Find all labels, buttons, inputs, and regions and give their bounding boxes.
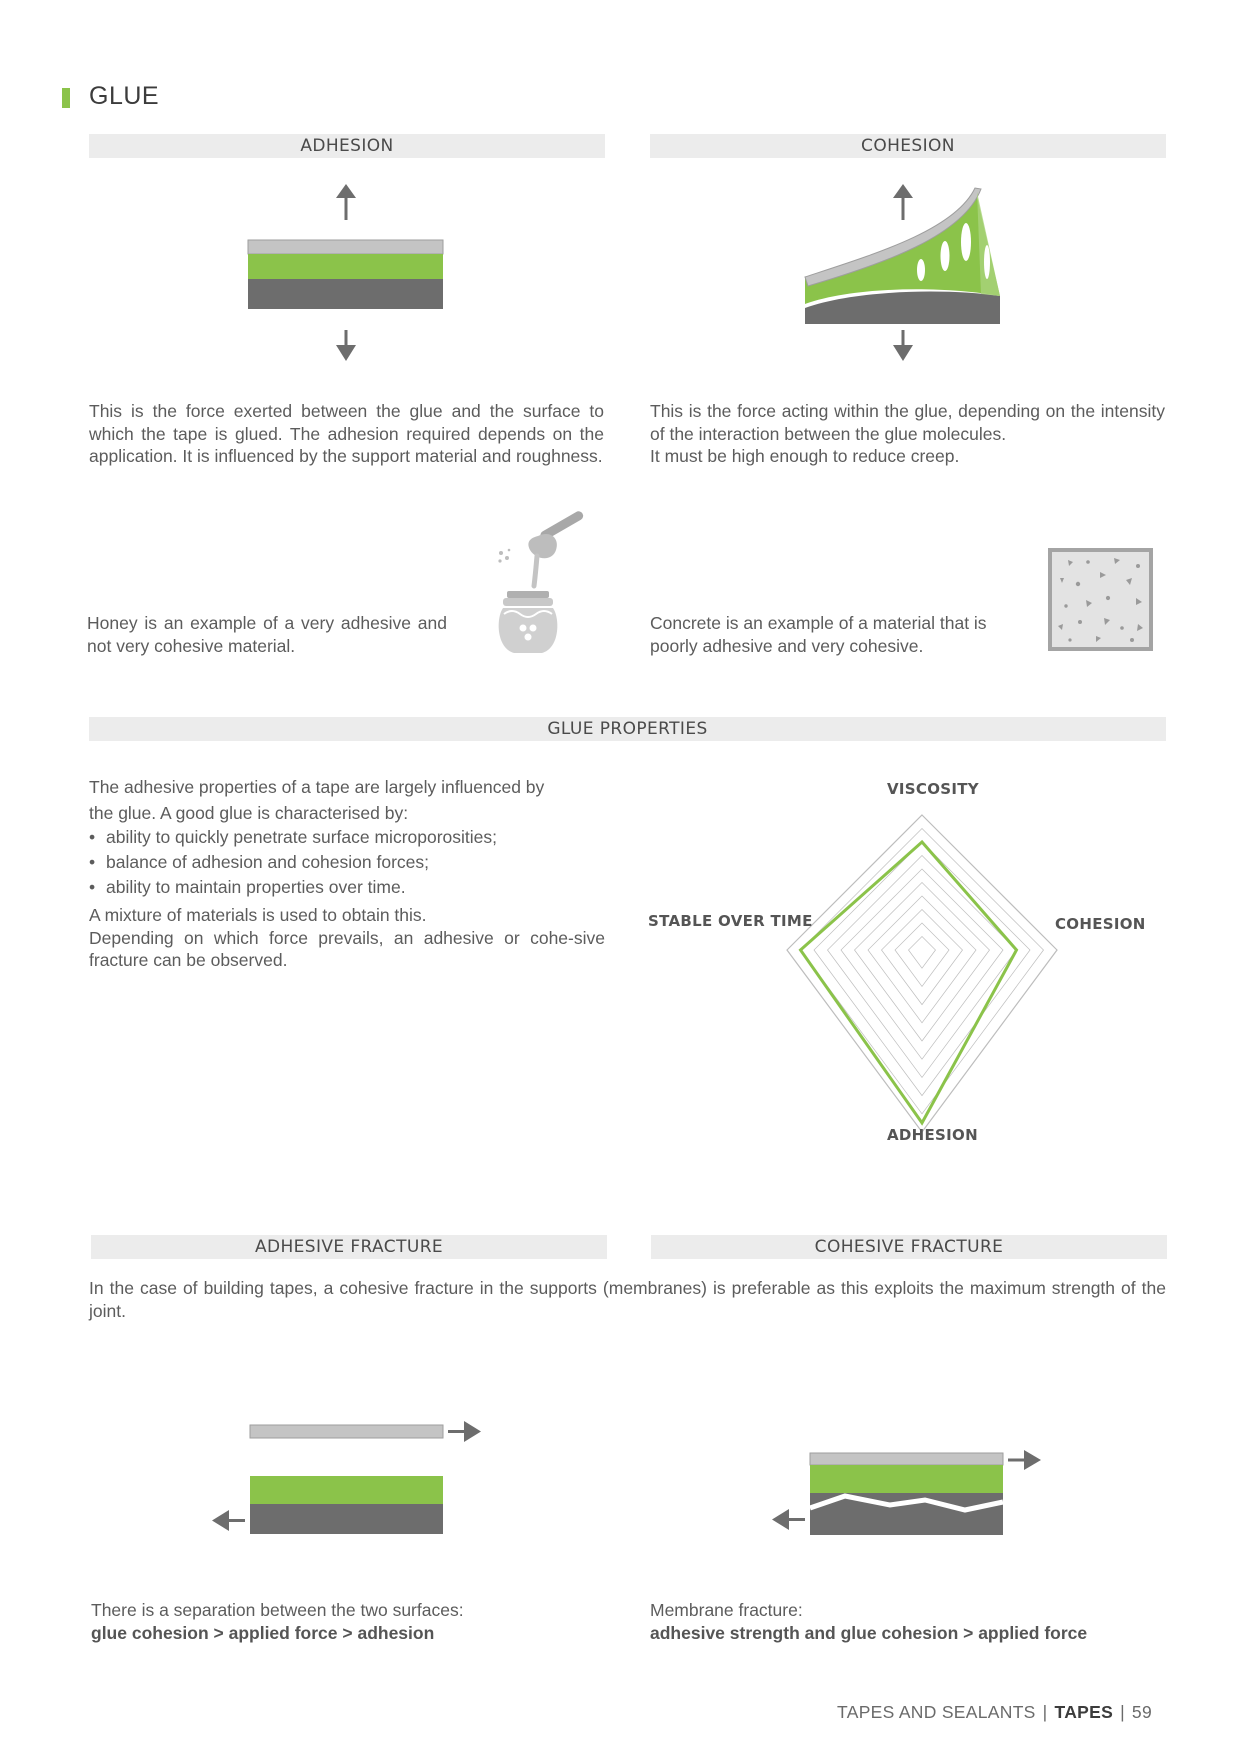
down-arrow-icon [336,330,356,361]
radar-grid-ring [895,923,949,986]
cohesive-fracture-heading: COHESIVE FRACTURE [651,1235,1167,1259]
radar-grid-ring [868,896,976,1023]
cohesive-fracture-caption [650,1599,1170,1644]
page-title: GLUE [89,82,160,110]
right-arrow-icon [448,1421,481,1442]
adhesive-fracture-caption [91,1599,611,1644]
radar-grid-ring [801,829,1044,1114]
adhesive-fracture-heading: ADHESIVE FRACTURE [91,1235,607,1259]
radar-grid [787,815,1057,1132]
radar-grid-ring [882,910,963,1005]
radar-grid-ring [814,842,1030,1096]
footer-chapter: TAPES [1054,1702,1114,1722]
down-arrow-icon [893,330,913,361]
list-item: • ability to maintain properties over time. [89,875,605,900]
glue-properties-text [89,773,605,972]
adhesion-description: This is the force exerted between the glue and the surface to which the tape is glued. The adhesion required depends on the application. It is influenced by the support material and roughness. [89,401,604,466]
properties-list [89,825,605,900]
honey-example: Honey is an example of a very adhesive and not very cohesive material. [87,613,447,656]
title-accent-bar [62,88,70,108]
outro-line-2: Depending on which force prevails, an adhesive or cohe-sive fracture can be observed. [89,927,605,970]
radar-grid-ring [855,883,990,1042]
radar-grid-ring [909,937,936,969]
fracture-intro: In the case of building tapes, a cohesive fracture in the supports (membranes) is preferable as this exploits the maximum strength of the joint. [89,1278,1166,1321]
right-arrow-icon [1008,1450,1041,1470]
adhesion-heading: ADHESION [89,134,605,158]
cohesive-caption-text: Membrane fracture: [650,1600,803,1620]
intro-line-1: The adhesive properties of a tape are largely influenced by [89,777,545,797]
up-arrow-icon [336,184,356,220]
adhesion-diagram [240,180,460,360]
axis-label-cohesion: COHESION [1055,915,1146,933]
radar-chart [640,770,1160,1150]
list-item: • ability to quickly penetrate surface microporosities; [89,825,605,850]
list-item: • balance of adhesion and cohesion forces; [89,850,605,875]
cohesion-description-line1: This is the force acting within the glue, depending on the intensity of the interaction between the glue molecules. [650,401,1165,444]
cohesion-description-line2: It must be high enough to reduce creep. [650,446,960,466]
axis-label-adhesion: ADHESION [887,1126,978,1144]
left-arrow-icon [772,1509,805,1530]
left-arrow-icon [212,1510,245,1531]
cohesion-description [650,400,1165,468]
cohesion-diagram [795,180,1015,360]
adhesive-caption-text: There is a separation between the two surfaces: [91,1600,464,1620]
footer-section: TAPES AND SEALANTS [837,1702,1036,1722]
cohesive-caption-bold: adhesive strength and glue cohesion > applied force [650,1622,1088,1643]
glue-properties-heading: GLUE PROPERTIES [89,717,1166,741]
adhesive-fracture-diagram [200,1415,500,1545]
page-footer: TAPES AND SEALANTS | TAPES | 59 [837,1702,1152,1722]
radar-grid-ring [787,815,1057,1132]
up-arrow-icon [893,184,913,220]
cohesive-fracture-diagram [765,1450,1055,1550]
axis-label-viscosity: VISCOSITY [887,780,979,798]
cohesion-heading: COHESION [650,134,1166,158]
radar-series-line [801,842,1017,1123]
footer-page-number: 59 [1131,1702,1152,1722]
axis-label-stable-over-time: STABLE OVER TIME [648,912,813,930]
honey-jar-icon [490,510,600,660]
outro-line-1: A mixture of materials is used to obtain this. [89,905,427,925]
adhesive-caption-bold: glue cohesion > applied force > adhesion [91,1622,435,1643]
radar-grid-ring [828,856,1017,1078]
intro-line-2: the glue. A good glue is characterised by: [89,803,409,823]
concrete-example: Concrete is an example of a material that is poorly adhesive and very cohesive. [650,613,987,656]
concrete-block-icon [1048,548,1154,652]
